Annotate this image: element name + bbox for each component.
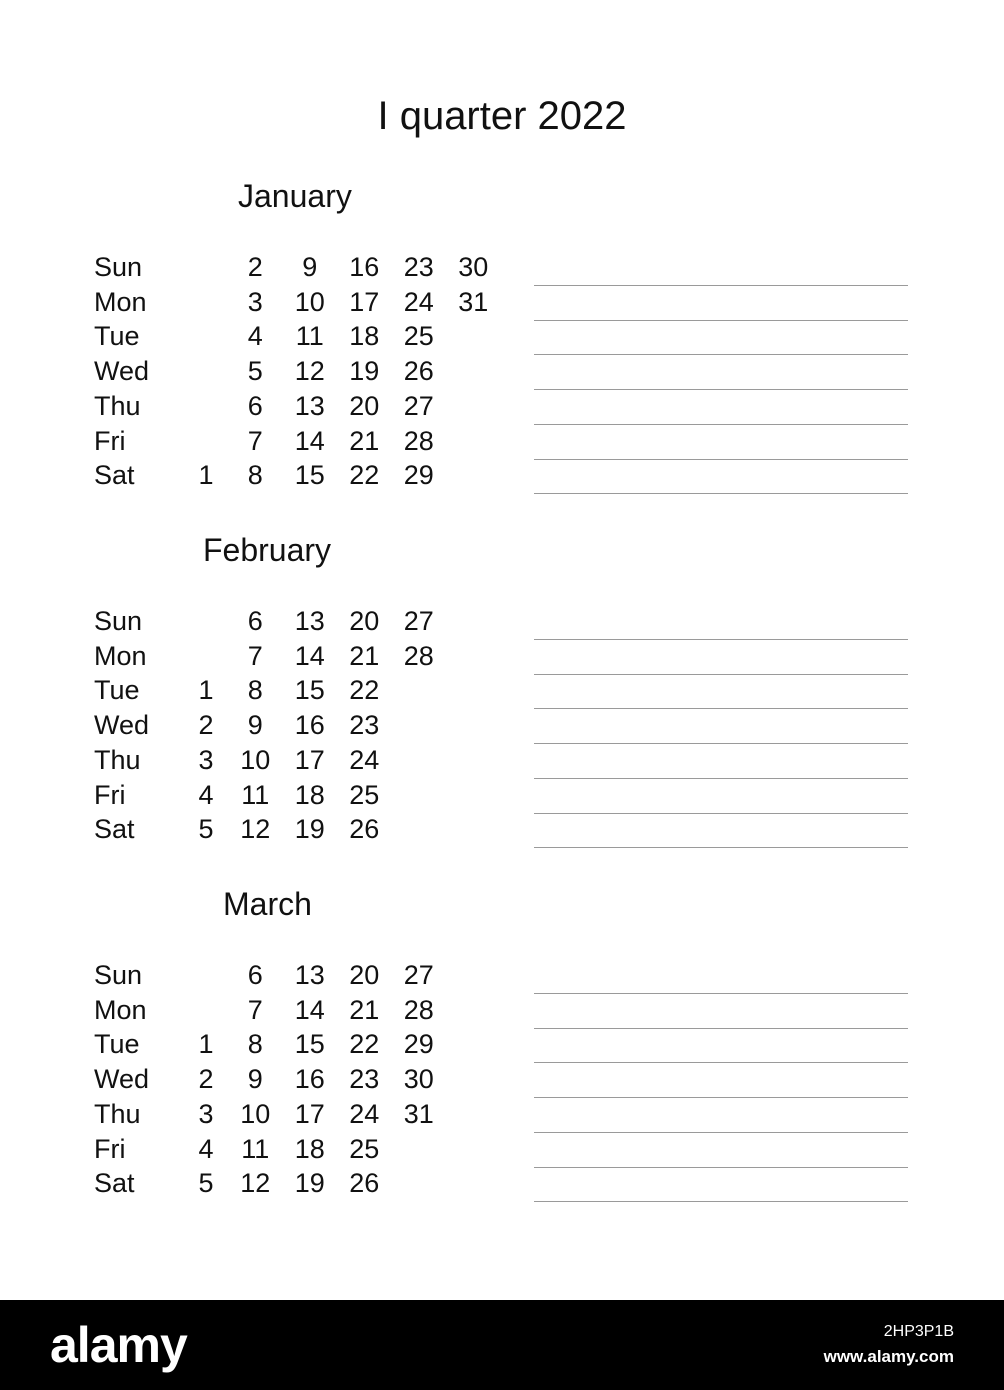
note-line	[534, 285, 908, 286]
weekday-label: Wed	[94, 1064, 150, 1095]
weekday-label: Tue	[94, 1029, 140, 1060]
date-cell	[184, 424, 228, 459]
date-cell: 15	[294, 1029, 325, 1060]
week-row	[94, 743, 501, 778]
date-cell: 7	[247, 994, 263, 1025]
date-cell: 7	[247, 640, 263, 671]
weekday-label: Thu	[94, 744, 141, 775]
date-cell: 20	[349, 606, 380, 636]
weekday-label: Mon	[94, 994, 147, 1025]
note-line	[534, 993, 908, 994]
date-cell	[392, 743, 447, 778]
date-cell	[392, 812, 447, 847]
note-line	[534, 778, 908, 779]
date-cell	[446, 993, 501, 1028]
week-row	[94, 708, 501, 743]
date-cell: 16	[294, 710, 325, 741]
date-cell: 8	[247, 1029, 263, 1060]
weekday-label: Sat	[94, 814, 135, 845]
date-cell: 25	[403, 321, 434, 352]
date-cell: 9	[247, 710, 263, 741]
date-cell: 14	[294, 640, 325, 671]
note-line	[534, 389, 908, 390]
date-cell	[446, 424, 501, 459]
date-cell: 2	[198, 1064, 214, 1095]
date-cell: 22	[349, 1029, 380, 1060]
date-cell: 21	[349, 425, 380, 456]
date-cell: 1	[198, 460, 214, 491]
week-row	[94, 354, 501, 389]
date-cell: 27	[403, 606, 434, 636]
date-cell	[392, 673, 447, 708]
date-cell: 17	[294, 1098, 325, 1129]
watermark-image-id: 2HP3P1B	[883, 1323, 954, 1340]
date-cell	[184, 319, 228, 354]
week-row	[94, 1166, 501, 1201]
date-cell: 18	[294, 1133, 325, 1164]
date-cell: 31	[403, 1098, 434, 1129]
note-line	[534, 1097, 908, 1098]
date-cell	[392, 778, 447, 813]
note-line	[534, 847, 908, 848]
date-cell: 26	[349, 1168, 380, 1199]
week-row	[94, 958, 501, 993]
week-row	[94, 250, 501, 285]
date-cell: 17	[294, 744, 325, 775]
date-cell: 10	[294, 286, 325, 317]
date-cell: 10	[240, 744, 271, 775]
weekday-label: Fri	[94, 1133, 126, 1164]
date-cell	[446, 639, 501, 674]
weekday-label: Tue	[94, 675, 140, 706]
note-line	[534, 1167, 908, 1168]
date-cell: 29	[403, 460, 434, 491]
weekday-label: Mon	[94, 640, 147, 671]
date-cell	[184, 604, 228, 639]
date-cell: 15	[294, 460, 325, 491]
date-cell	[392, 1132, 447, 1167]
date-cell: 21	[349, 994, 380, 1025]
date-cell: 23	[349, 710, 380, 741]
date-cell: 28	[403, 994, 434, 1025]
note-line	[534, 354, 908, 355]
date-cell: 25	[349, 779, 380, 810]
week-row	[94, 993, 501, 1028]
note-line	[534, 708, 908, 709]
date-cell: 21	[349, 640, 380, 671]
weekday-label: Wed	[94, 710, 150, 741]
month-title-february: February	[203, 532, 332, 568]
date-cell: 23	[349, 1064, 380, 1095]
note-line	[534, 459, 908, 460]
date-cell: 4	[198, 779, 214, 810]
week-row	[94, 389, 501, 424]
date-cell: 11	[241, 1133, 270, 1164]
date-cell: 7	[247, 425, 263, 456]
date-cell: 20	[349, 390, 380, 421]
date-cell: 30	[403, 1064, 434, 1095]
date-cell: 5	[247, 356, 263, 387]
week-row	[94, 639, 501, 674]
weekday-label: Sat	[94, 460, 135, 491]
date-cell: 5	[198, 1168, 214, 1199]
note-line	[534, 674, 908, 675]
note-line	[534, 424, 908, 425]
date-cell: 19	[294, 1168, 325, 1199]
date-cell: 28	[403, 425, 434, 456]
weekday-label: Sat	[94, 1168, 135, 1199]
week-row	[94, 319, 501, 354]
week-row	[94, 812, 501, 847]
date-cell	[446, 604, 501, 639]
date-cell: 31	[458, 286, 489, 317]
date-cell: 4	[198, 1133, 214, 1164]
date-cell	[446, 1132, 501, 1167]
date-cell: 24	[403, 286, 434, 317]
note-line	[534, 639, 908, 640]
date-cell: 25	[349, 1133, 380, 1164]
week-row	[94, 1027, 501, 1062]
date-cell	[446, 812, 501, 847]
week-row	[94, 673, 501, 708]
date-cell: 5	[198, 814, 214, 845]
date-cell	[446, 1062, 501, 1097]
date-cell	[446, 389, 501, 424]
date-cell: 30	[458, 252, 489, 282]
note-line	[534, 813, 908, 814]
date-cell	[446, 743, 501, 778]
weekday-label: Sun	[94, 960, 143, 990]
date-cell	[184, 993, 228, 1028]
week-row	[94, 1097, 501, 1132]
date-cell	[184, 958, 228, 993]
date-cell: 17	[349, 286, 380, 317]
date-cell	[446, 708, 501, 743]
weekday-label: Wed	[94, 356, 150, 387]
date-cell	[446, 354, 501, 389]
date-cell: 14	[294, 994, 325, 1025]
date-cell: 12	[294, 356, 325, 387]
date-cell: 13	[294, 960, 325, 990]
date-cell: 8	[247, 460, 263, 491]
watermark-footer	[0, 1300, 1004, 1390]
date-cell: 29	[403, 1029, 434, 1060]
week-row	[94, 458, 501, 493]
page-title: I quarter 2022	[377, 94, 627, 138]
week-row	[94, 285, 501, 320]
date-cell: 9	[302, 252, 318, 282]
weekday-label: Tue	[94, 321, 140, 352]
weekday-label: Fri	[94, 425, 126, 456]
weekday-label: Fri	[94, 779, 126, 810]
week-row	[94, 424, 501, 459]
date-cell: 2	[247, 252, 263, 282]
note-line	[534, 1201, 908, 1202]
date-cell	[446, 1097, 501, 1132]
weekday-label: Thu	[94, 1098, 141, 1129]
date-cell	[446, 319, 501, 354]
month-title-march: March	[223, 886, 312, 922]
date-cell: 14	[294, 425, 325, 456]
date-cell	[184, 285, 228, 320]
date-cell	[446, 1166, 501, 1201]
note-line	[534, 493, 908, 494]
date-cell: 6	[247, 390, 263, 421]
date-cell	[184, 250, 228, 285]
weekday-label: Sun	[94, 606, 143, 636]
date-cell	[446, 958, 501, 993]
week-row	[94, 1132, 501, 1167]
date-cell: 1	[198, 675, 214, 706]
date-cell: 11	[241, 779, 270, 810]
date-cell: 18	[349, 321, 380, 352]
date-cell	[392, 1166, 447, 1201]
month-grid-february	[94, 604, 501, 847]
date-cell	[446, 778, 501, 813]
date-cell: 6	[247, 960, 263, 990]
date-cell: 13	[294, 390, 325, 421]
date-cell: 18	[294, 779, 325, 810]
weekday-label: Sun	[94, 252, 143, 282]
date-cell	[184, 354, 228, 389]
date-cell	[184, 639, 228, 674]
date-cell: 19	[294, 814, 325, 845]
month-grid-march	[94, 958, 501, 1201]
date-cell: 22	[349, 675, 380, 706]
date-cell: 15	[294, 675, 325, 706]
date-cell: 20	[349, 960, 380, 990]
date-cell: 23	[403, 252, 434, 282]
note-line	[534, 1028, 908, 1029]
date-cell	[392, 708, 447, 743]
date-cell: 19	[349, 356, 380, 387]
date-cell: 2	[198, 710, 214, 741]
date-cell: 12	[240, 1168, 271, 1199]
note-line	[534, 1132, 908, 1133]
month-title-january: January	[238, 178, 352, 214]
date-cell: 24	[349, 1098, 380, 1129]
date-cell: 8	[247, 675, 263, 706]
date-cell: 13	[294, 606, 325, 636]
note-line	[534, 1062, 908, 1063]
date-cell: 4	[247, 321, 263, 352]
date-cell: 28	[403, 640, 434, 671]
week-row	[94, 604, 501, 639]
date-cell: 9	[247, 1064, 263, 1095]
date-cell: 3	[247, 286, 263, 317]
date-cell: 3	[198, 744, 214, 775]
date-cell	[446, 1027, 501, 1062]
date-cell: 22	[349, 460, 380, 491]
month-grid-january	[94, 250, 501, 493]
date-cell: 3	[198, 1098, 214, 1129]
weekday-label: Thu	[94, 390, 141, 421]
date-cell: 6	[247, 606, 263, 636]
date-cell: 24	[349, 744, 380, 775]
note-line	[534, 743, 908, 744]
date-cell: 26	[349, 814, 380, 845]
date-cell: 16	[349, 252, 380, 282]
watermark-logo: alamy	[50, 1317, 187, 1373]
week-row	[94, 778, 501, 813]
date-cell: 10	[240, 1098, 271, 1129]
date-cell: 11	[295, 321, 324, 352]
date-cell	[446, 673, 501, 708]
date-cell: 26	[403, 356, 434, 387]
date-cell: 27	[403, 960, 434, 990]
note-line	[534, 320, 908, 321]
date-cell: 16	[294, 1064, 325, 1095]
date-cell: 1	[198, 1029, 214, 1060]
date-cell	[184, 389, 228, 424]
date-cell: 12	[240, 814, 271, 845]
date-cell: 27	[403, 390, 434, 421]
week-row	[94, 1062, 501, 1097]
watermark-site: www.alamy.com	[823, 1347, 954, 1366]
weekday-label: Mon	[94, 286, 147, 317]
date-cell	[446, 458, 501, 493]
